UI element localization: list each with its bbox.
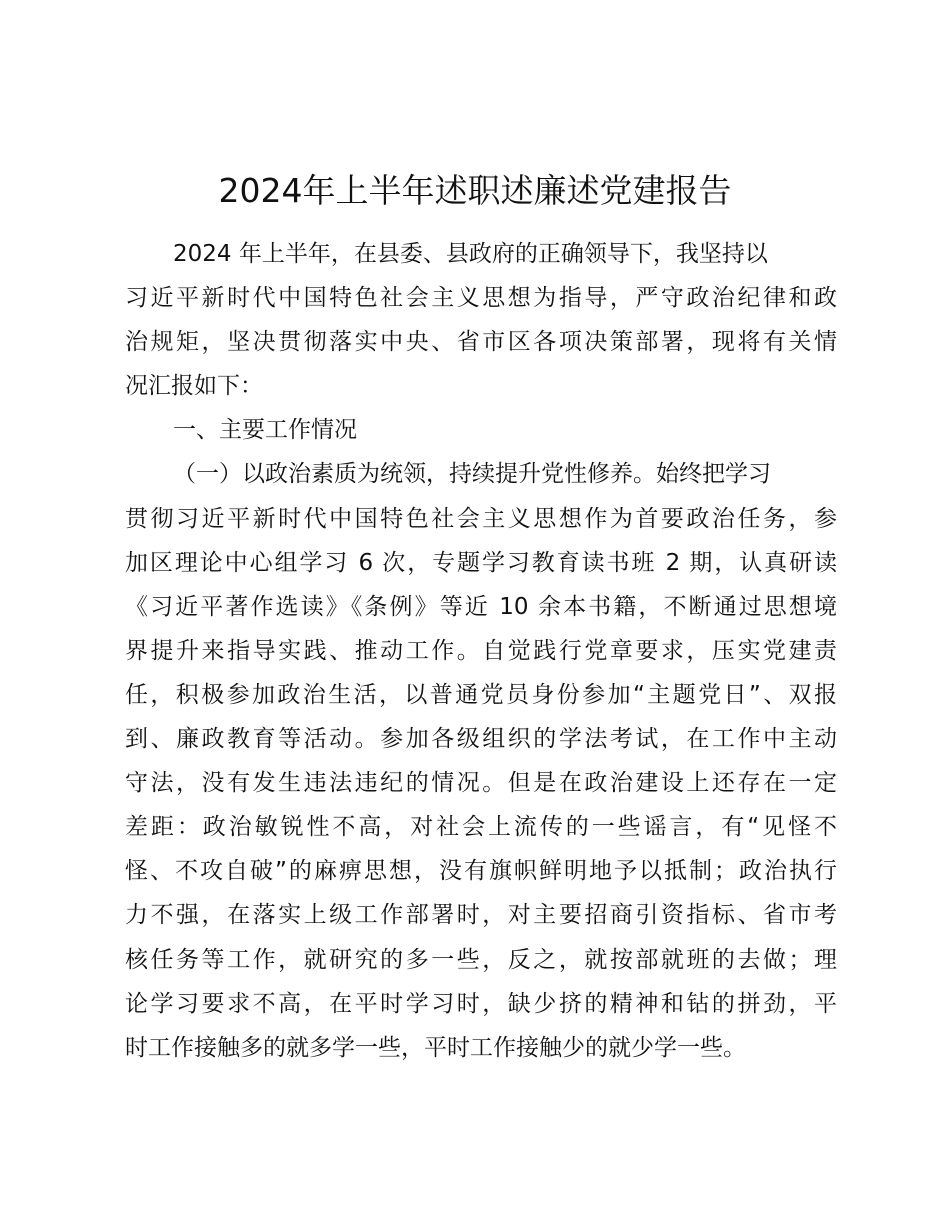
- subsection-line: 差距：政治敏锐性不高，对社会上流传的一些谣言，有“见怪不: [125, 814, 837, 841]
- subsection-line: 怪、不攻自破”的麻痹思想，没有旗帜鲜明地予以抵制；政治执行: [125, 858, 837, 885]
- subsection-line: 力不强，在落实上级工作部署时，对主要招商引资指标、省市考: [125, 902, 837, 929]
- subsection-line: （一）以政治素质为统领，持续提升党性修养。始终把学习: [173, 461, 771, 488]
- subsection-line: 任，积极参加政治生活，以普通党员身份参加“主题党日”、双报: [125, 681, 837, 708]
- subsection-line: 加区理论中心组学习 6 次，专题学习教育读书班 2 期，认真研读: [125, 549, 837, 576]
- subsection-line: 界提升来指导实践、推动工作。自觉践行党章要求，压实党建责: [125, 637, 837, 664]
- subsection-line: 《习近平著作选读》《条例》等近 10 余本书籍，不断通过思想境: [125, 593, 837, 620]
- subsection-line: 时工作接触多的就多学一些，平时工作接触少的就少学一些。: [125, 1034, 746, 1061]
- intro-line: 治规矩，坚决贯彻落实中央、省市区各项决策部署，现将有关情: [125, 329, 837, 356]
- subsection-line: 论学习要求不高，在平时学习时，缺少挤的精神和钻的拼劲，平: [125, 990, 837, 1017]
- document-title: 2024年上半年述职述廉述党建报告: [218, 171, 732, 210]
- subsection-line: 到、廉政教育等活动。参加各级组织的学法考试，在工作中主动: [125, 726, 837, 753]
- subsection-line: 核任务等工作，就研究的多一些，反之，就按部就班的去做；理: [125, 946, 837, 973]
- subsection-line: 贯彻习近平新时代中国特色社会主义思想作为首要政治任务，参: [125, 505, 837, 532]
- intro-line: 习近平新时代中国特色社会主义思想为指导，严守政治纪律和政: [125, 285, 837, 312]
- subsection-line: 守法，没有发生违法违纪的情况。但是在政治建设上还存在一定: [125, 770, 837, 797]
- document-body: [125, 232, 837, 1070]
- section-heading: 一、主要工作情况: [173, 417, 357, 444]
- intro-line: 况汇报如下：: [125, 373, 263, 400]
- intro-line: 2024 年上半年，在县委、县政府的正确领导下，我坚持以: [173, 241, 768, 267]
